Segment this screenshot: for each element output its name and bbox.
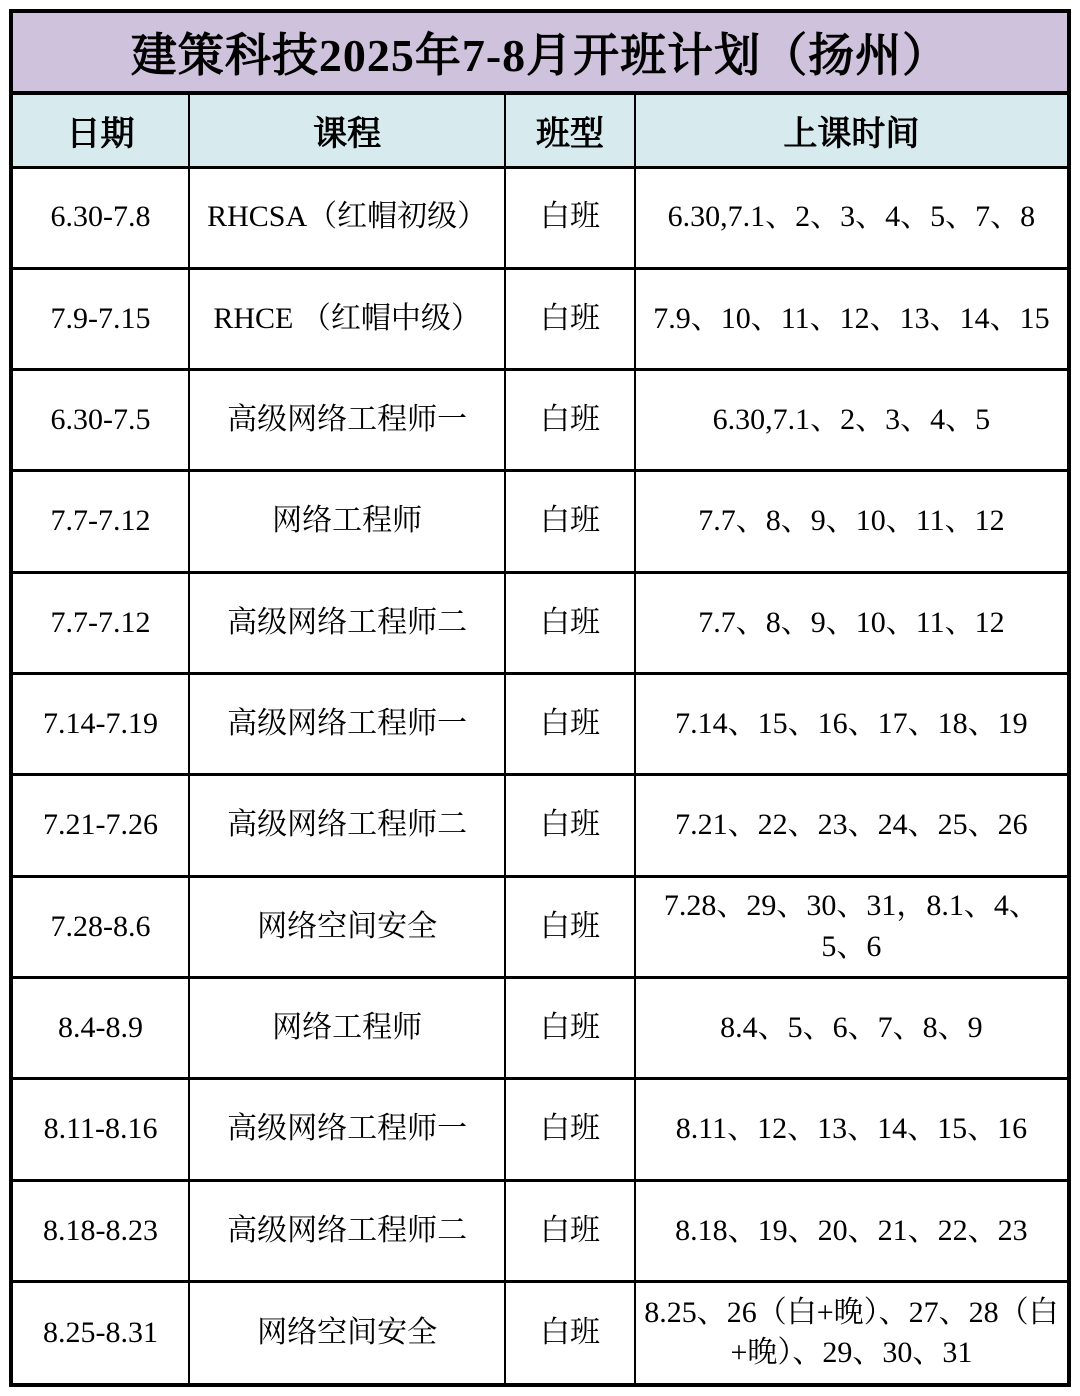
schedule-sheet xyxy=(9,9,1071,1387)
table-row xyxy=(13,572,1067,673)
table-row xyxy=(13,471,1067,572)
col-header-date: 日期 xyxy=(13,95,189,167)
cell-course: 高级网络工程师一 xyxy=(189,1079,505,1180)
cell-date: 6.30-7.8 xyxy=(13,167,189,268)
cell-date: 7.7-7.12 xyxy=(13,471,189,572)
cell-class-type: 白班 xyxy=(505,167,635,268)
cell-course: 网络空间安全 xyxy=(189,876,505,977)
cell-times: 7.28、29、30、31，8.1、4、5、6 xyxy=(635,876,1067,977)
cell-date: 8.25-8.31 xyxy=(13,1282,189,1383)
table-row xyxy=(13,370,1067,471)
table-row xyxy=(13,268,1067,369)
cell-class-type: 白班 xyxy=(505,268,635,369)
table-row xyxy=(13,1180,1067,1281)
table-header xyxy=(13,95,1067,167)
cell-times: 7.7、8、9、10、11、12 xyxy=(635,471,1067,572)
cell-times: 7.14、15、16、17、18、19 xyxy=(635,674,1067,775)
cell-class-type: 白班 xyxy=(505,674,635,775)
cell-class-type: 白班 xyxy=(505,978,635,1079)
cell-class-type: 白班 xyxy=(505,1180,635,1281)
col-header-course: 课程 xyxy=(189,95,505,167)
cell-date: 7.9-7.15 xyxy=(13,268,189,369)
cell-course: 高级网络工程师二 xyxy=(189,1180,505,1281)
cell-date: 7.7-7.12 xyxy=(13,572,189,673)
cell-times: 6.30,7.1、2、3、4、5、7、8 xyxy=(635,167,1067,268)
cell-date: 6.30-7.5 xyxy=(13,370,189,471)
table-row xyxy=(13,674,1067,775)
col-header-class-type: 班型 xyxy=(505,95,635,167)
cell-class-type: 白班 xyxy=(505,1079,635,1180)
cell-class-type: 白班 xyxy=(505,876,635,977)
table-row xyxy=(13,167,1067,268)
cell-class-type: 白班 xyxy=(505,775,635,876)
cell-times: 7.7、8、9、10、11、12 xyxy=(635,572,1067,673)
cell-times: 7.9、10、11、12、13、14、15 xyxy=(635,268,1067,369)
cell-times: 8.25、26（白+晚）、27、28（白+晚）、29、30、31 xyxy=(635,1282,1067,1383)
cell-date: 7.14-7.19 xyxy=(13,674,189,775)
cell-date: 7.28-8.6 xyxy=(13,876,189,977)
cell-class-type: 白班 xyxy=(505,1282,635,1383)
table-row xyxy=(13,1079,1067,1180)
cell-course: 高级网络工程师二 xyxy=(189,775,505,876)
cell-date: 8.18-8.23 xyxy=(13,1180,189,1281)
cell-times: 8.18、19、20、21、22、23 xyxy=(635,1180,1067,1281)
cell-class-type: 白班 xyxy=(505,370,635,471)
cell-course: RHCE （红帽中级） xyxy=(189,268,505,369)
cell-times: 8.4、5、6、7、8、9 xyxy=(635,978,1067,1079)
cell-times: 6.30,7.1、2、3、4、5 xyxy=(635,370,1067,471)
cell-course: 高级网络工程师一 xyxy=(189,674,505,775)
cell-times: 7.21、22、23、24、25、26 xyxy=(635,775,1067,876)
cell-class-type: 白班 xyxy=(505,471,635,572)
cell-course: 高级网络工程师二 xyxy=(189,572,505,673)
cell-course: 网络工程师 xyxy=(189,978,505,1079)
cell-course: 高级网络工程师一 xyxy=(189,370,505,471)
cell-times: 8.11、12、13、14、15、16 xyxy=(635,1079,1067,1180)
cell-date: 8.4-8.9 xyxy=(13,978,189,1079)
cell-course: RHCSA（红帽初级） xyxy=(189,167,505,268)
cell-date: 7.21-7.26 xyxy=(13,775,189,876)
table-row xyxy=(13,876,1067,977)
schedule-table xyxy=(13,95,1067,1383)
table-body xyxy=(13,167,1067,1383)
header-row xyxy=(13,95,1067,167)
cell-course: 网络空间安全 xyxy=(189,1282,505,1383)
cell-course: 网络工程师 xyxy=(189,471,505,572)
table-row xyxy=(13,775,1067,876)
table-row xyxy=(13,978,1067,1079)
cell-date: 8.11-8.16 xyxy=(13,1079,189,1180)
table-row xyxy=(13,1282,1067,1383)
col-header-times: 上课时间 xyxy=(635,95,1067,167)
cell-class-type: 白班 xyxy=(505,572,635,673)
page-title: 建策科技2025年7-8月开班计划（扬州） xyxy=(13,13,1067,95)
